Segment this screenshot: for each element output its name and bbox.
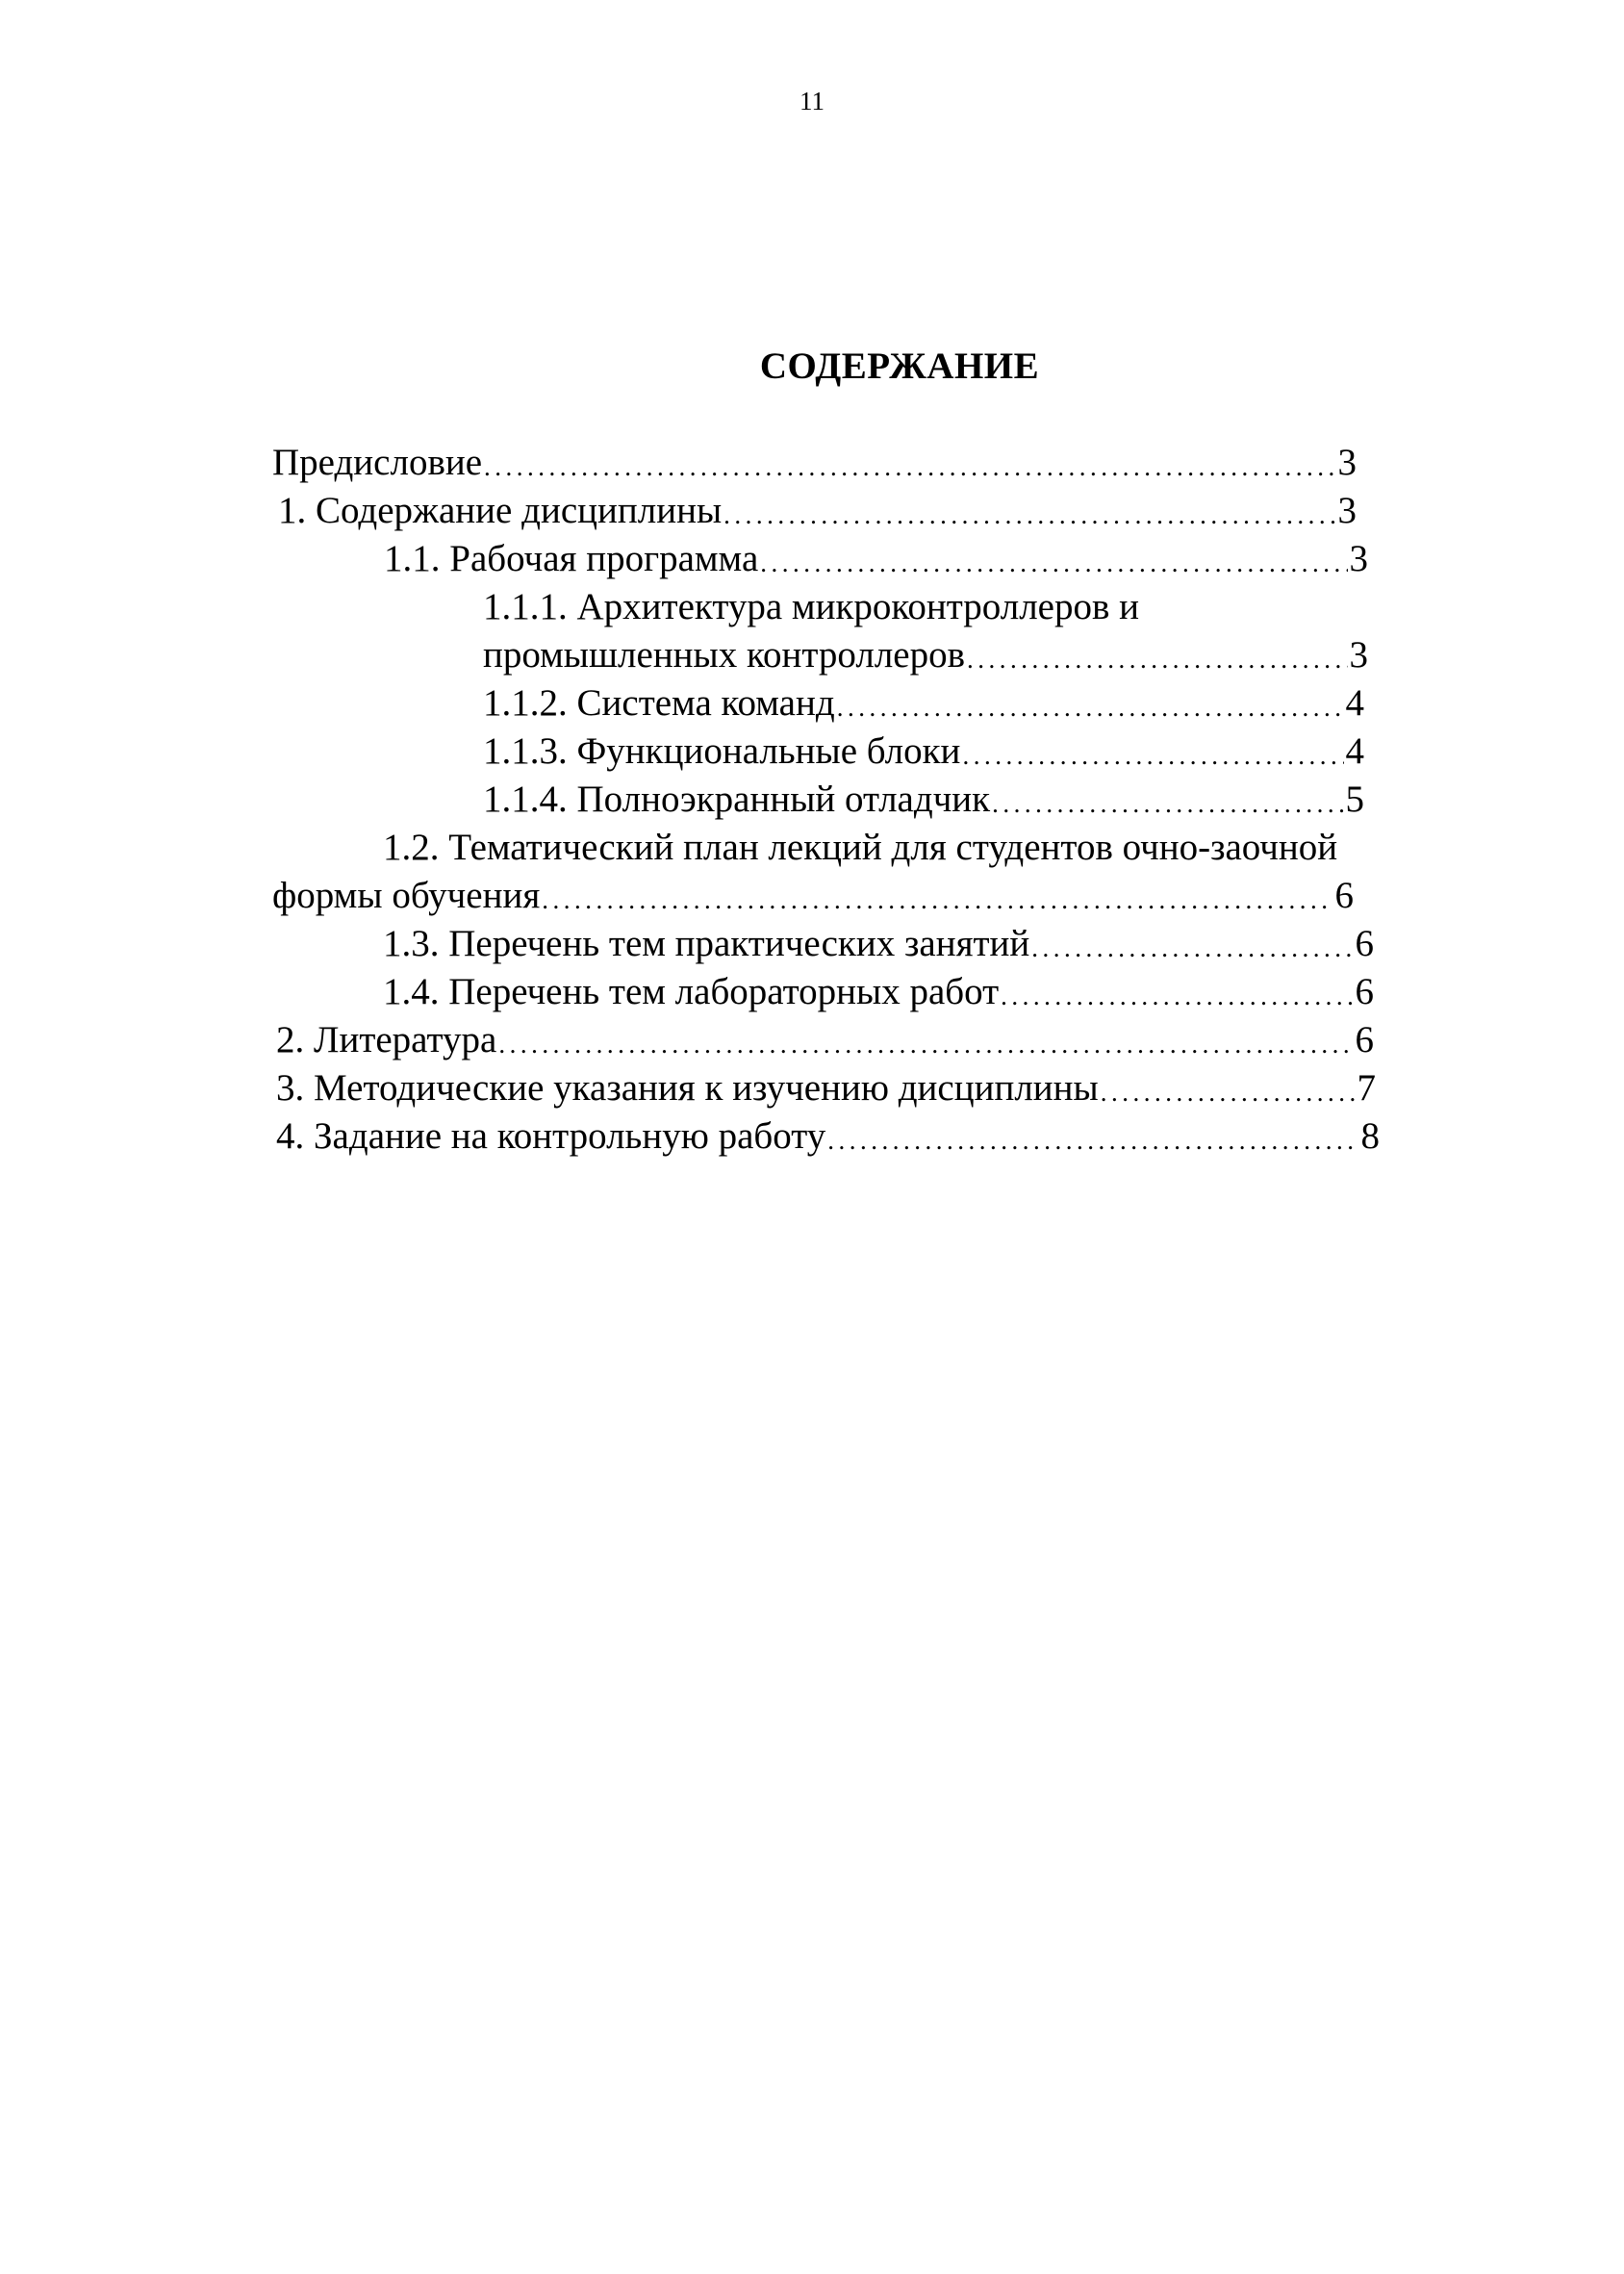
toc-dot-leader — [837, 689, 1344, 726]
toc-entry-section-2 — [276, 1018, 1374, 1062]
toc-entry-text: 1. Содержание дисциплины — [278, 490, 723, 531]
toc-entry-page: 7 — [1357, 1067, 1376, 1109]
toc-entry-page: 3 — [1349, 538, 1368, 579]
toc-entry-page: 6 — [1355, 923, 1374, 964]
toc-entry-text: 1.3. Перечень тем практических занятий — [383, 923, 1030, 964]
page-title: СОДЕРЖАНИЕ — [759, 345, 1040, 387]
toc-entry-text: промышленных контроллеров — [483, 634, 966, 676]
toc-entry-text: 1.1.1. Архитектура микроконтроллеров и — [483, 586, 1140, 627]
toc-entry-text: 1.1.3. Функциональные блоки — [483, 730, 961, 772]
toc-entry-page: 6 — [1355, 971, 1374, 1012]
toc-entry-section-1-1-3 — [483, 729, 1364, 774]
toc-entry-text: 2. Литература — [276, 1019, 497, 1060]
toc-entry-page: 5 — [1345, 779, 1364, 820]
toc-dot-leader — [498, 1026, 1353, 1062]
toc-entry-section-1-1-1-line1 — [483, 585, 1349, 629]
toc-entry-section-1-1-4 — [483, 778, 1364, 822]
toc-dot-leader — [723, 497, 1335, 533]
toc-entry-section-1-3 — [383, 922, 1374, 966]
toc-entry-preface — [272, 441, 1357, 485]
toc-entry-text: 1.1. Рабочая программа — [384, 538, 759, 579]
toc-entry-text: 4. Задание на контрольную работу — [276, 1115, 826, 1157]
page-number: 11 — [799, 87, 825, 115]
toc-entry-page: 3 — [1337, 442, 1357, 483]
toc-entry-section-1-2-line1 — [383, 826, 1403, 870]
toc-entry-text: 1.2. Тематический план лекций для студентов очно-заочной — [383, 827, 1338, 868]
toc-dot-leader — [992, 785, 1343, 822]
toc-dot-leader — [1101, 1074, 1356, 1111]
toc-entry-section-1-1 — [384, 537, 1368, 581]
toc-entry-page: 6 — [1334, 875, 1354, 916]
toc-dot-leader — [484, 448, 1335, 485]
toc-entry-section-1-1-1 — [483, 633, 1368, 677]
toc-entry-page: 8 — [1360, 1115, 1380, 1157]
toc-entry-text: 3. Методические указания к изучению дисциплины — [276, 1067, 1099, 1109]
toc-entry-section-1-1-2 — [483, 681, 1364, 726]
toc-entry-page: 4 — [1345, 682, 1364, 724]
toc-entry-text: формы обучения — [272, 875, 541, 916]
toc-entry-section-3 — [276, 1066, 1376, 1111]
toc-entry-section-1-2 — [272, 874, 1354, 918]
toc-entry-section-1-4 — [383, 970, 1374, 1014]
toc-entry-text: Предисловие — [272, 442, 483, 483]
toc-dot-leader — [827, 1122, 1358, 1159]
toc-dot-leader — [1031, 930, 1353, 966]
toc-entry-page: 3 — [1349, 634, 1368, 676]
table-of-contents — [0, 441, 1624, 1211]
toc-entry-page: 3 — [1337, 490, 1357, 531]
toc-entry-text: 1.1.4. Полноэкранный отладчик — [483, 779, 991, 820]
toc-entry-section-4 — [276, 1114, 1380, 1159]
toc-dot-leader — [1001, 978, 1353, 1014]
toc-entry-text: 1.4. Перечень тем лабораторных работ — [383, 971, 1000, 1012]
toc-dot-leader — [760, 545, 1347, 581]
toc-dot-leader — [967, 641, 1347, 677]
toc-entry-text: 1.1.2. Система команд — [483, 682, 835, 724]
toc-dot-leader — [962, 737, 1343, 774]
toc-dot-leader — [542, 881, 1332, 918]
toc-entry-page: 6 — [1355, 1019, 1374, 1060]
toc-entry-page: 4 — [1345, 730, 1364, 772]
toc-entry-section-1 — [278, 489, 1357, 533]
